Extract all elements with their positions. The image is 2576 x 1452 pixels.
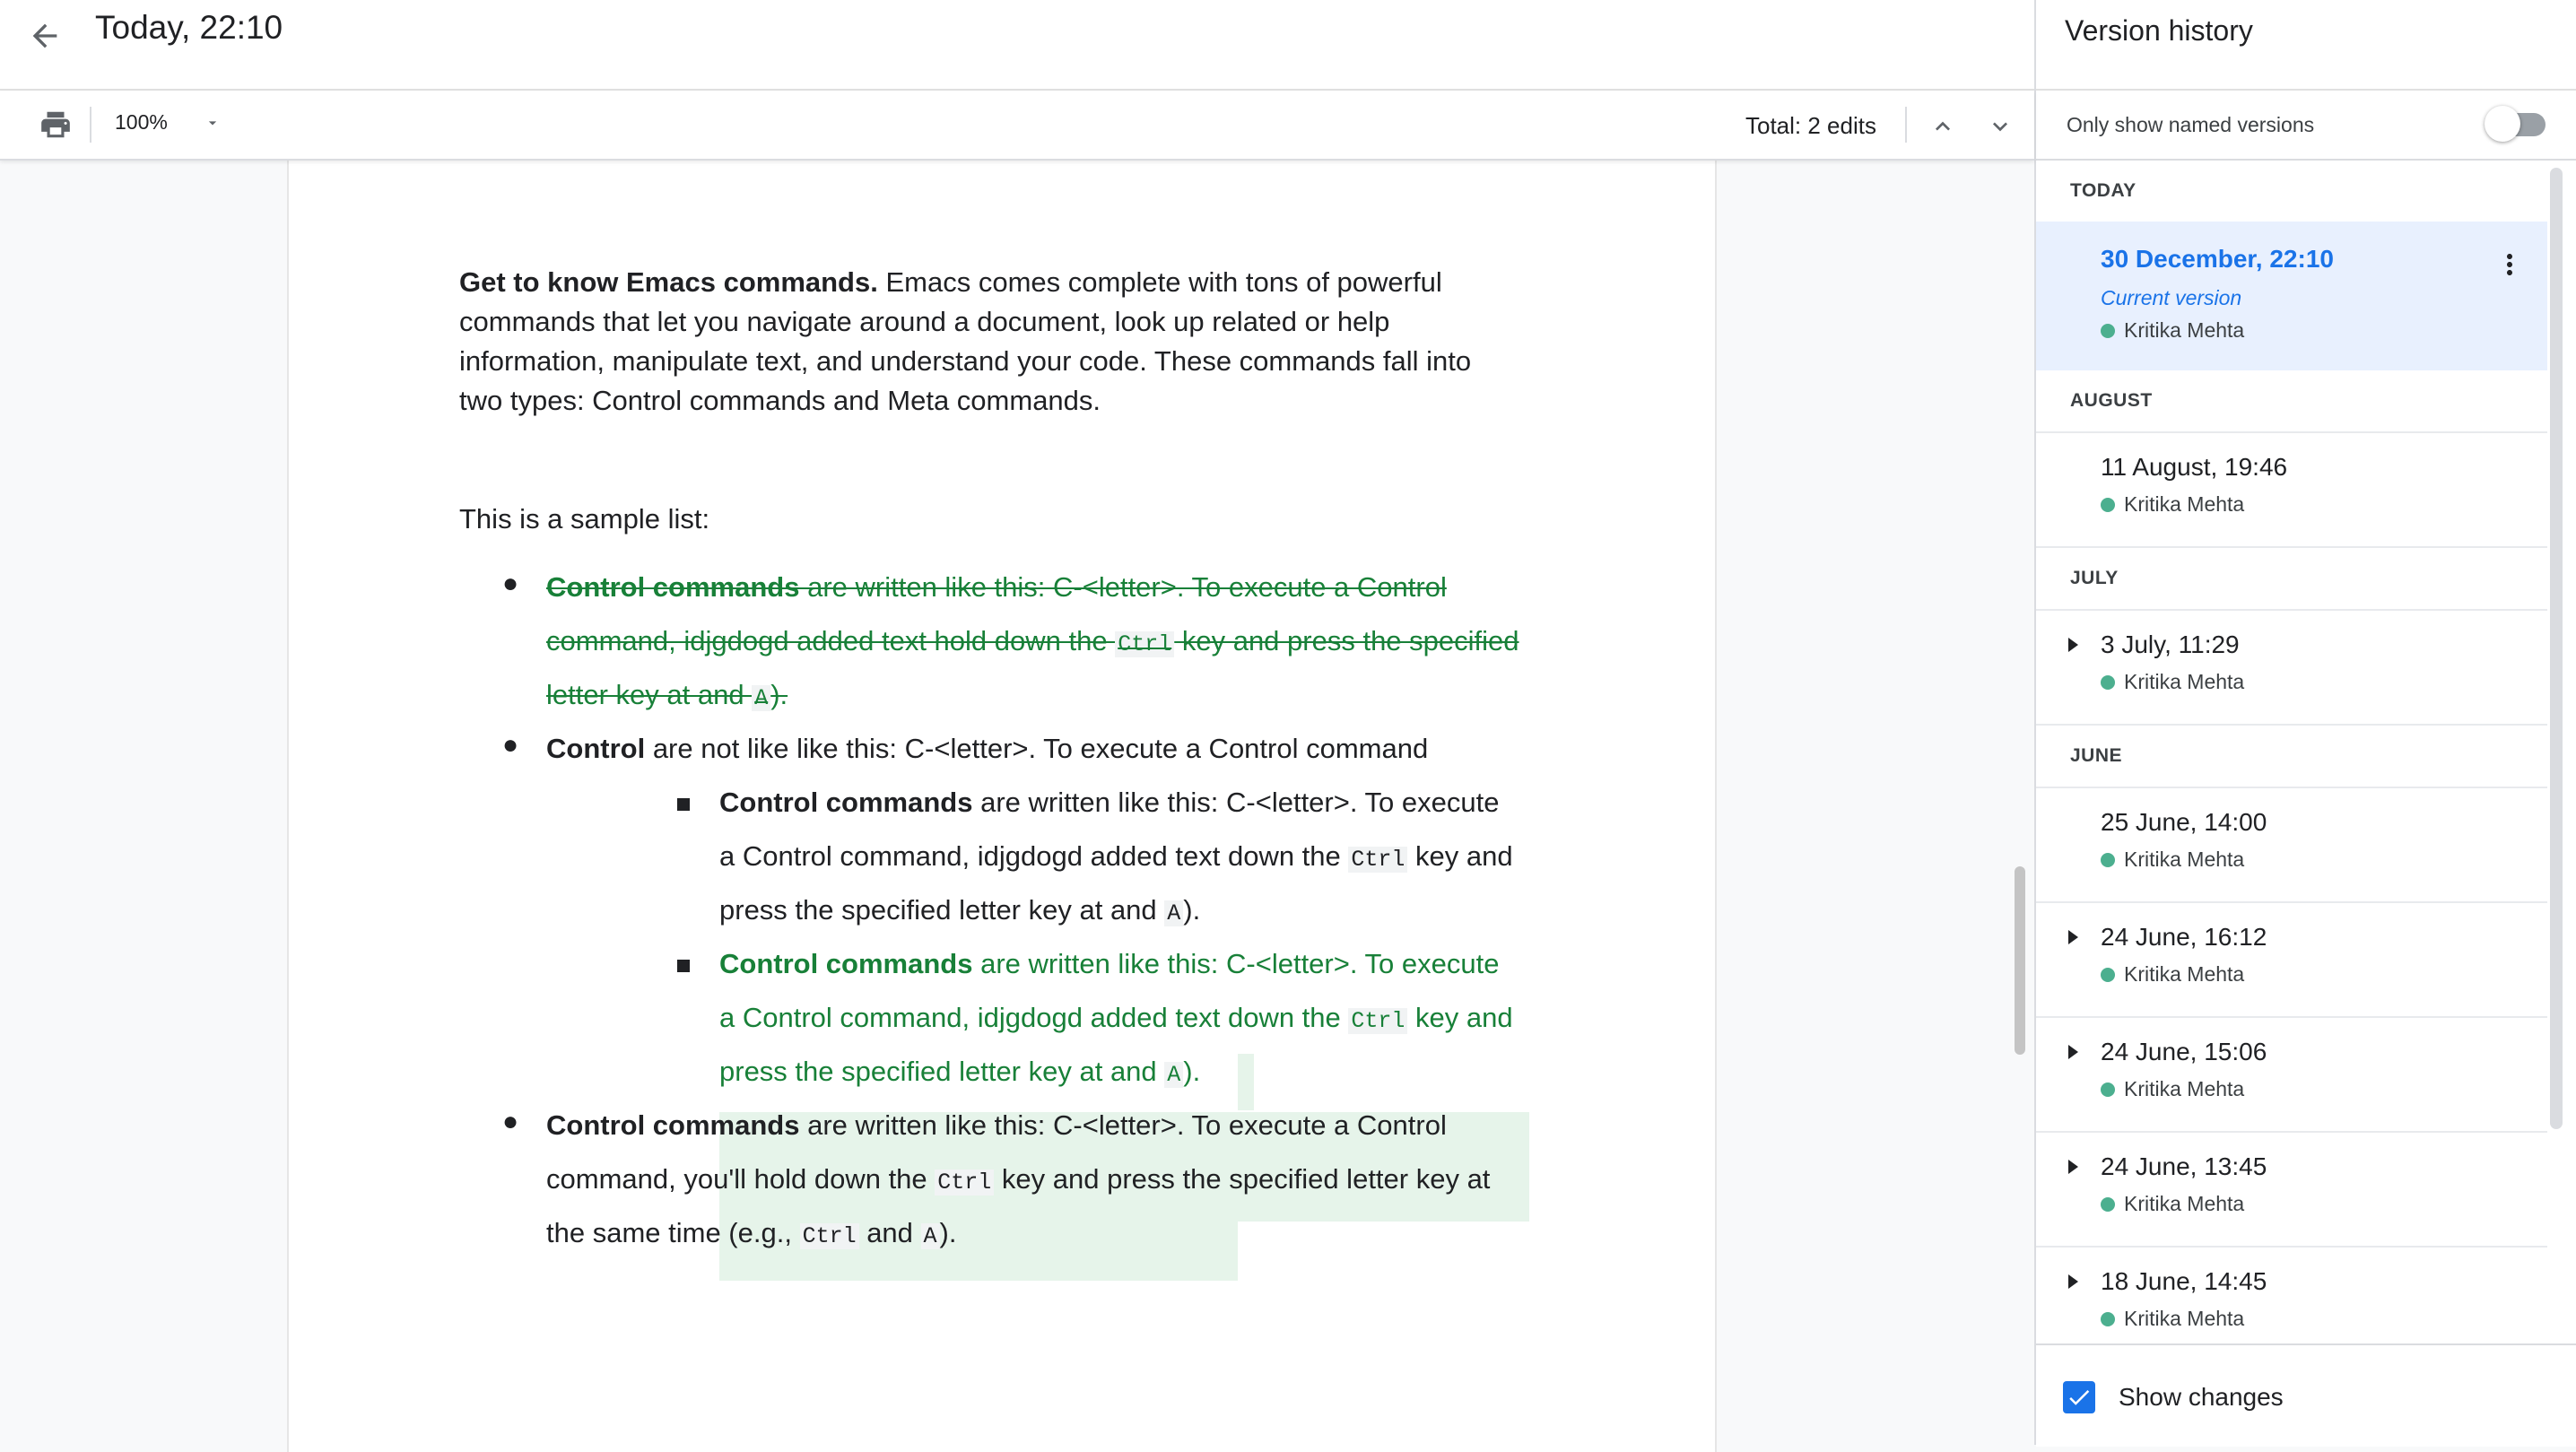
doc-sample-heading: This is a sample list:: [459, 503, 710, 535]
author-color-dot: [2101, 324, 2115, 338]
doc-paragraph-line: information, manipulate text, and understand your code. These commands fall into: [459, 345, 1472, 377]
top-header: [0, 0, 2034, 91]
version-item[interactable]: [2036, 788, 2547, 903]
list-item-line: Control commands are written like this: C-<letter>. To execute a Control: [546, 1109, 1447, 1141]
month-header: TODAY: [2070, 180, 2137, 201]
chevron-up-icon: [1928, 112, 1957, 141]
panel-scrollbar[interactable]: [2550, 168, 2563, 1129]
deleted-text-line: command, idjgdogd added text hold down the Ctrl key and press the specified: [546, 625, 1519, 657]
month-header: JUNE: [2070, 745, 2123, 766]
doc-paragraph-line: commands that let you navigate around a document, look up related or help: [459, 306, 1390, 337]
panel-footer: [2036, 1343, 2576, 1447]
version-date: 11 August, 19:46: [2101, 453, 2288, 481]
version-author: Kritika Mehta: [2101, 962, 2244, 987]
expand-triangle-icon[interactable]: [2068, 1160, 2078, 1174]
list-item-line: the same time (e.g., Ctrl and A).: [546, 1217, 957, 1249]
month-section: [2036, 548, 2547, 611]
bullet-square: [677, 960, 690, 972]
print-icon: [39, 108, 73, 142]
toolbar-divider: [90, 107, 91, 143]
version-date: 3 July, 11:29: [2101, 630, 2240, 658]
doc-paragraph-line: Get to know Emacs commands. Emacs comes complete with tons of powerful: [459, 266, 1442, 298]
version-item[interactable]: [2036, 611, 2547, 726]
version-item[interactable]: [2036, 903, 2547, 1018]
show-changes-checkbox[interactable]: [2063, 1381, 2095, 1413]
author-color-dot: [2101, 853, 2115, 867]
author-color-dot: [2101, 1082, 2115, 1097]
version-author: Kritika Mehta: [2101, 492, 2244, 517]
bullet-dot: ●: [502, 569, 519, 598]
bullet-dot: ●: [502, 1107, 519, 1136]
named-versions-label: Only show named versions: [2067, 113, 2315, 136]
previous-edit-button[interactable]: [1923, 107, 1962, 146]
divider: [2036, 89, 2576, 91]
show-changes-label[interactable]: Show changes: [2119, 1383, 2284, 1411]
month-header: JULY: [2070, 568, 2119, 588]
panel-title: Version history: [2065, 14, 2253, 47]
version-title: Today, 22:10: [95, 9, 283, 46]
version-date: 18 June, 14:45: [2101, 1267, 2267, 1295]
inserted-text-line: Control commands are written like this: C-<letter>. To execute: [719, 948, 1500, 979]
month-header: AUGUST: [2070, 390, 2153, 411]
expand-triangle-icon[interactable]: [2068, 638, 2078, 652]
toggle-knob: [2485, 106, 2520, 142]
inserted-text-line: press the specified letter key at and A).: [719, 1056, 1201, 1088]
sub-list-line: press the specified letter key at and A).: [719, 894, 1201, 926]
deleted-text-line: letter key at and A).: [546, 679, 788, 711]
deleted-text-line: Control commands are written like this: C-<letter>. To execute a Control: [546, 571, 1447, 603]
version-author: Kritika Mehta: [2101, 848, 2244, 872]
version-author: Kritika Mehta: [2101, 670, 2244, 694]
named-versions-toggle[interactable]: [2485, 106, 2549, 142]
document-canvas: [0, 161, 2034, 1445]
expand-triangle-icon[interactable]: [2068, 1045, 2078, 1059]
print-button[interactable]: [34, 105, 77, 144]
version-author: Kritika Mehta: [2101, 1077, 2244, 1101]
expand-triangle-icon[interactable]: [2068, 930, 2078, 944]
author-color-dot: [2101, 1312, 2115, 1326]
month-section: [2036, 726, 2547, 788]
chevron-down-icon: [1986, 112, 2015, 141]
expand-triangle-icon[interactable]: [2068, 1274, 2078, 1289]
toolbar-divider: [1905, 107, 1907, 143]
author-color-dot: [2101, 968, 2115, 982]
list-item-line: command, you'll hold down the Ctrl key and press the specified letter key at: [546, 1163, 1491, 1196]
more-options-button[interactable]: [2492, 247, 2528, 283]
version-author: Kritika Mehta: [2101, 1192, 2244, 1216]
document-scrollbar[interactable]: [2015, 866, 2025, 1055]
version-date: 25 June, 14:00: [2101, 808, 2267, 836]
version-item[interactable]: [2036, 1133, 2547, 1248]
next-edit-button[interactable]: [1980, 107, 2020, 146]
more-vert-icon: [2493, 248, 2526, 281]
version-history-panel: [2034, 0, 2576, 1445]
version-item[interactable]: [2036, 433, 2547, 548]
doc-paragraph-line: two types: Control commands and Meta commands.: [459, 385, 1101, 416]
version-item-selected[interactable]: [2036, 222, 2547, 370]
month-section: [2036, 370, 2547, 433]
author-color-dot: [2101, 675, 2115, 690]
sub-list-line: a Control command, idjgdogd added text down the Ctrl key and: [719, 840, 1513, 873]
list-item-line: Control are not like like this: C-<letter>. To execute a Control command: [546, 733, 1429, 764]
current-version-label: Current version: [2101, 286, 2242, 309]
version-item[interactable]: [2036, 1018, 2547, 1133]
version-list: [2036, 161, 2547, 1344]
bullet-square: [677, 798, 690, 811]
arrow-back-icon: [27, 18, 63, 54]
check-icon: [2066, 1384, 2093, 1411]
bullet-dot: ●: [502, 730, 519, 760]
inserted-text-line: a Control command, idjgdogd added text down the Ctrl key and: [719, 1002, 1513, 1034]
sub-list-line: Control commands are written like this: C-<letter>. To execute: [719, 787, 1500, 818]
total-edits: Total: 2 edits: [1745, 112, 1876, 139]
version-date: 30 December, 22:10: [2101, 245, 2334, 273]
document-page: [287, 143, 1717, 1452]
zoom-select[interactable]: [115, 110, 222, 135]
change-highlight: [1238, 1054, 1254, 1110]
version-date: 24 June, 13:45: [2101, 1152, 2267, 1180]
back-button[interactable]: [20, 11, 70, 61]
version-date: 24 June, 16:12: [2101, 923, 2267, 951]
zoom-value: 100%: [115, 110, 168, 134]
version-date: 24 June, 15:06: [2101, 1038, 2267, 1065]
version-author: Kritika Mehta: [2101, 318, 2244, 343]
author-color-dot: [2101, 1197, 2115, 1212]
toolbar: [0, 91, 2034, 161]
caret-down-icon: [204, 114, 222, 132]
version-author: Kritika Mehta: [2101, 1307, 2244, 1331]
author-color-dot: [2101, 498, 2115, 512]
